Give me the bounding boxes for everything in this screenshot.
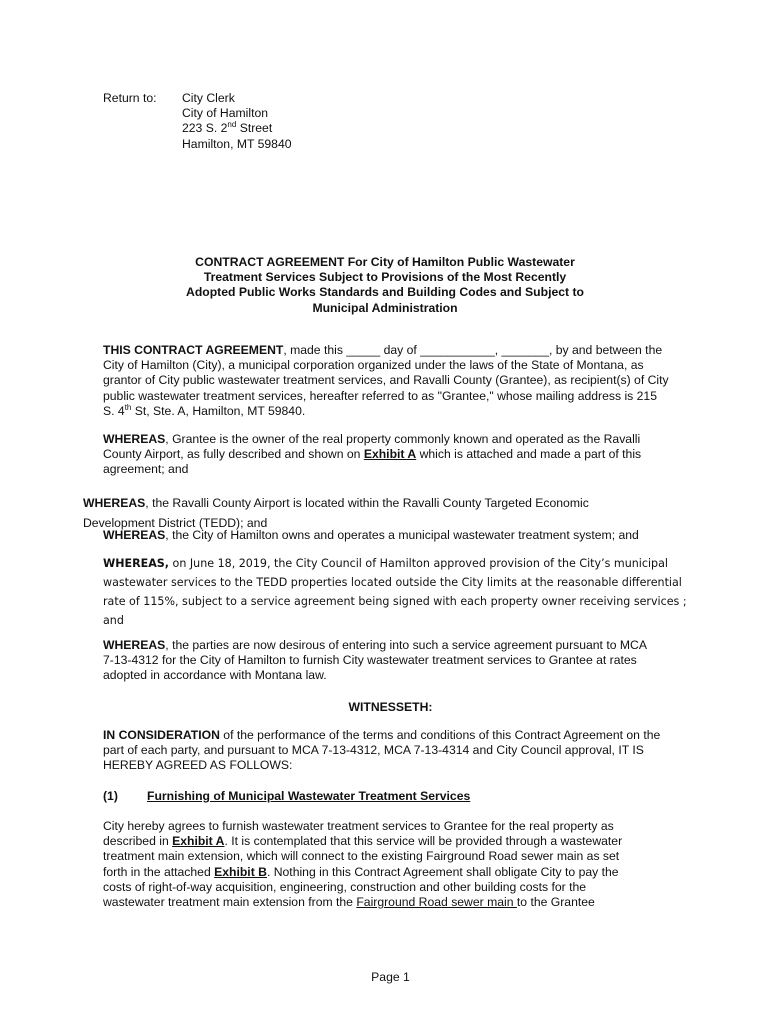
return-to-label: Return to: bbox=[103, 91, 157, 105]
section-number: (1) bbox=[103, 789, 118, 803]
fairground-road-link: Fairground Road sewer main bbox=[356, 895, 517, 910]
page-number: Page 1 bbox=[371, 970, 410, 984]
document-title: CONTRACT AGREEMENT For City of Hamilton Public Wastewater Treatment Services Subject to Provisions of the Most Recently Adopted Public Works Standards and Building Codes and Subject to Municipal Administration bbox=[186, 255, 584, 315]
whereas-paragraph-4: WHEREAS, on June 18, 2019, the City Council of Hamilton approved provision of the City’s municipal wastewater services to the TEDD properties located outside the City limits at the reasonable differential rate of 115%, subject to a service agreement being signed with each property owner receiving services ; and bbox=[103, 557, 687, 627]
exhibit-b-link: Exhibit B bbox=[214, 864, 267, 879]
whereas-paragraph-3: WHEREAS, the City of Hamilton owns and operates a municipal wastewater treatment system; and bbox=[103, 528, 639, 542]
return-address bbox=[182, 91, 292, 152]
exhibit-a-link: Exhibit A bbox=[172, 834, 225, 849]
address-line: Hamilton, MT 59840 bbox=[182, 136, 292, 151]
exhibit-a-link: Exhibit A bbox=[363, 447, 417, 462]
intro-paragraph: THIS CONTRACT AGREEMENT, made this _____ day of ___________, _______, by and between the City of Hamilton (City), a municipal corporation organized under the laws of the State of Montana, as grantor of City public wastewater treatment services, and Ravalli County (Grantee), as recipient(s) of City public wastewater treatment services, hereafter referred to as "Grantee," whose mailing address is 215 S. 4th St, Ste. A, Hamilton, MT 59840. bbox=[103, 343, 669, 418]
address-line: 223 S. 2nd Street bbox=[182, 120, 273, 136]
consideration-paragraph: IN CONSIDERATION of the performance of the terms and conditions of this Contract Agreement on the part of each party, and pursuant to MCA 7-13-4312, MCA 7-13-4314 and City Council approval, IT IS HEREBY AGREED AS FOLLOWS: bbox=[103, 728, 661, 773]
section-heading: Furnishing of Municipal Wastewater Treatment Services bbox=[147, 789, 471, 803]
address-line: City Clerk bbox=[182, 91, 235, 105]
whereas-paragraph-5: WHEREAS, the parties are now desirous of entering into such a service agreement pursuant to MCA 7-13-4312 for the City of Hamilton to furnish City wastewater treatment services to Grantee at rates adopted in accordance with Montana law. bbox=[103, 638, 647, 683]
section-1-body: City hereby agrees to furnish wastewater treatment services to Grantee for the real property as described in Exhibit A. It is contemplated that this service will be provided through a wastewater treatment main extension, which will connect to the existing Fairground Road sewer main as set forth in the attached Exhibit B. Nothing in this Contract Agreement shall obligate City to pay the costs of right-of-way acquisition, engineering, construction and other building costs for the wastewater treatment main extension from the Fairground Road sewer main to the Grantee bbox=[103, 819, 623, 910]
whereas-paragraph-2: WHEREAS, the Ravalli County Airport is located within the Ravalli County Targeted Economic Development District (TEDD); and bbox=[83, 496, 589, 530]
address-line: City of Hamilton bbox=[182, 106, 269, 121]
whereas-paragraph-1: WHEREAS, Grantee is the owner of the real property commonly known and operated as the Ravalli County Airport, as fully described and shown on Exhibit A which is attached and made a part of this agreement; and bbox=[103, 432, 642, 477]
witnesseth-heading: WITNESSETH: bbox=[348, 700, 433, 714]
